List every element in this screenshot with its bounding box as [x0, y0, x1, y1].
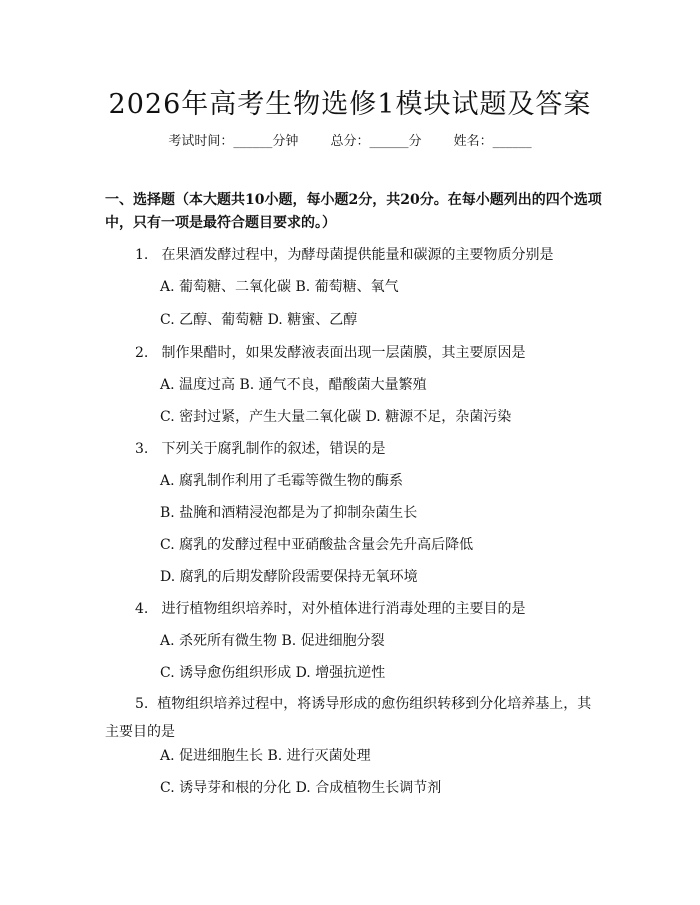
question-4-options-line-2: C. 诱导愈伤组织形成 D. 增强抗逆性 [160, 665, 386, 681]
question-number: 1. [135, 247, 149, 263]
question-number: 5. [135, 696, 149, 712]
question-4-options-line-1: A. 杀死所有微生物 B. 促进细胞分裂 [160, 633, 385, 649]
question-text: 进行植物组织培养时，对外植体进行消毒处理的主要目的是 [161, 601, 526, 617]
question-2-options-line-2: C. 密封过紧，产生大量二氧化碳 D. 糖源不足，杂菌污染 [160, 409, 512, 425]
question-3-option-c: C. 腐乳的发酵过程中亚硝酸盐含量会先升高后降低 [160, 537, 474, 553]
question-text: 下列关于腐乳制作的叙述，错误的是 [161, 441, 386, 457]
question-1-stem [135, 244, 553, 264]
question-3-option-d: D. 腐乳的后期发酵阶段需要保持无氧环境 [160, 569, 418, 585]
question-3-option-a: A. 腐乳制作利用了毛霉等微生物的酶系 [160, 473, 404, 489]
question-5-options-line-2: C. 诱导芽和根的分化 D. 合成植物生长调节剂 [160, 780, 442, 796]
question-5-stem [105, 690, 605, 746]
name-field: 姓名：______ [453, 134, 532, 149]
exam-title: 2026年高考生物选修1模块试题及答案 [108, 89, 592, 120]
question-text: 在果酒发酵过程中，为酵母菌提供能量和碳源的主要物质分别是 [161, 247, 554, 263]
total-score-field: 总分：______分 [330, 134, 422, 149]
question-2-stem [135, 342, 525, 362]
section-heading: 一、选择题（本大题共10小题，每小题2分，共20分。在每小题列出的四个选项中，只有一项是最符合题目要求的。） [105, 192, 602, 231]
question-2-options-line-1: A. 温度过高 B. 通气不良，醋酸菌大量繁殖 [160, 377, 427, 393]
question-number: 4. [135, 601, 149, 617]
exam-time-field: 考试时间：______分钟 [168, 134, 299, 149]
question-text: 植物组织培养过程中，将诱导形成的愈伤组织转移到分化培养基上，其主要目的是 [105, 696, 592, 740]
question-3-stem [135, 438, 385, 458]
question-1-options-line-2: C. 乙醇、葡萄糖 D. 糖蜜、乙醇 [160, 312, 358, 328]
question-4-stem [135, 598, 525, 618]
question-number: 2. [135, 345, 149, 361]
question-1-options-line-1: A. 葡萄糖、二氧化碳 B. 葡萄糖、氧气 [160, 279, 399, 295]
question-5-options-line-1: A. 促进细胞生长 B. 进行灭菌处理 [160, 748, 371, 764]
exam-info-line [0, 130, 700, 149]
question-3-option-b: B. 盐腌和酒精浸泡都是为了抑制杂菌生长 [160, 505, 418, 521]
question-text: 制作果醋时，如果发酵液表面出现一层菌膜，其主要原因是 [161, 345, 526, 361]
question-number: 3. [135, 441, 149, 457]
